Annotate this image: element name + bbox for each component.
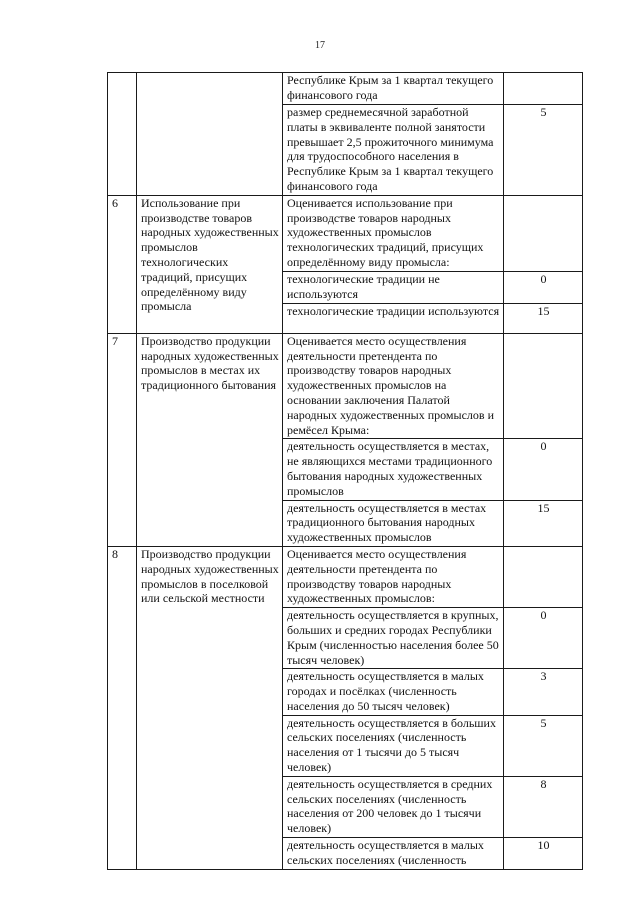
criterion-option: технологические традиции не используются: [283, 271, 504, 303]
criterion-option: деятельность осуществляется в малых городах и посёлках (численность населения до 50 тысяч человек): [283, 669, 504, 715]
table-row: [108, 195, 583, 271]
criterion-number: 8: [108, 546, 137, 869]
table-row: [108, 73, 583, 105]
page-number: 17: [315, 40, 325, 51]
score-cell: 3: [504, 669, 583, 715]
criterion-option: деятельность осуществляется в крупных, больших и средних городах Республики Крым (численностью населения более 50 тысяч человек): [283, 608, 504, 669]
score-cell: [504, 546, 583, 607]
criterion-intro: Оценивается место осуществления деятельности претендента по производству товаров народных художественных промыслов:: [283, 546, 504, 607]
score-cell: 5: [504, 715, 583, 776]
criterion-option: деятельность осуществляется в малых сельских поселениях (численность: [283, 838, 504, 870]
score-cell: [504, 333, 583, 439]
table-row: [108, 546, 583, 607]
criterion-option: деятельность осуществляется в местах, не являющихся местами традиционного бытования народных художественных промыслов: [283, 439, 504, 500]
criterion-number: 6: [108, 195, 137, 333]
score-cell: 8: [504, 776, 583, 837]
criterion-name: Производство продукции народных художественных промыслов в местах их традиционного бытования: [137, 333, 283, 546]
table-row: [108, 333, 583, 439]
score-cell: 15: [504, 500, 583, 546]
score-cell: [504, 195, 583, 271]
criterion-intro: Оценивается использование при производстве товаров народных художественных промыслов технологических традиций, присущих определённому виду промысла:: [283, 195, 504, 271]
score-cell: 10: [504, 838, 583, 870]
criterion-number-cell: [108, 73, 137, 196]
criterion-option: деятельность осуществляется в средних сельских поселениях (численность населения от 200 человек до 1 тысячи человек): [283, 776, 504, 837]
score-cell: 0: [504, 271, 583, 303]
score-cell: 15: [504, 303, 583, 333]
criterion-option: технологические традиции используются: [283, 303, 504, 333]
criterion-number: 7: [108, 333, 137, 546]
score-cell: 5: [504, 105, 583, 196]
score-cell: [504, 73, 583, 105]
criterion-option: деятельность осуществляется в больших сельских поселениях (численность населения от 1 тысячи до 5 тысяч человек): [283, 715, 504, 776]
criterion-option: Республике Крым за 1 квартал текущего финансового года: [283, 73, 504, 105]
criteria-table: [107, 72, 583, 870]
criterion-option: деятельность осуществляется в местах традиционного бытования народных художественных промыслов: [283, 500, 504, 546]
score-cell: 0: [504, 439, 583, 500]
criterion-name: Использование при производстве товаров народных художественных промыслов технологических традиций, присущих определённому виду промысла: [137, 195, 283, 333]
score-cell: 0: [504, 608, 583, 669]
criterion-intro: Оценивается место осуществления деятельности претендента по производству товаров народных художественных промыслов на основании заключения Палатой народных художественных промыслов и ремёсел Крыма:: [283, 333, 504, 439]
criterion-name-cell: [137, 73, 283, 196]
criterion-option: размер среднемесячной заработной платы в эквиваленте полной занятости превышает 2,5 прожиточного минимума для трудоспособного населения в Республике Крым за 1 квартал текущего финансового года: [283, 105, 504, 196]
criterion-name: Производство продукции народных художественных промыслов в поселковой или сельской местности: [137, 546, 283, 869]
